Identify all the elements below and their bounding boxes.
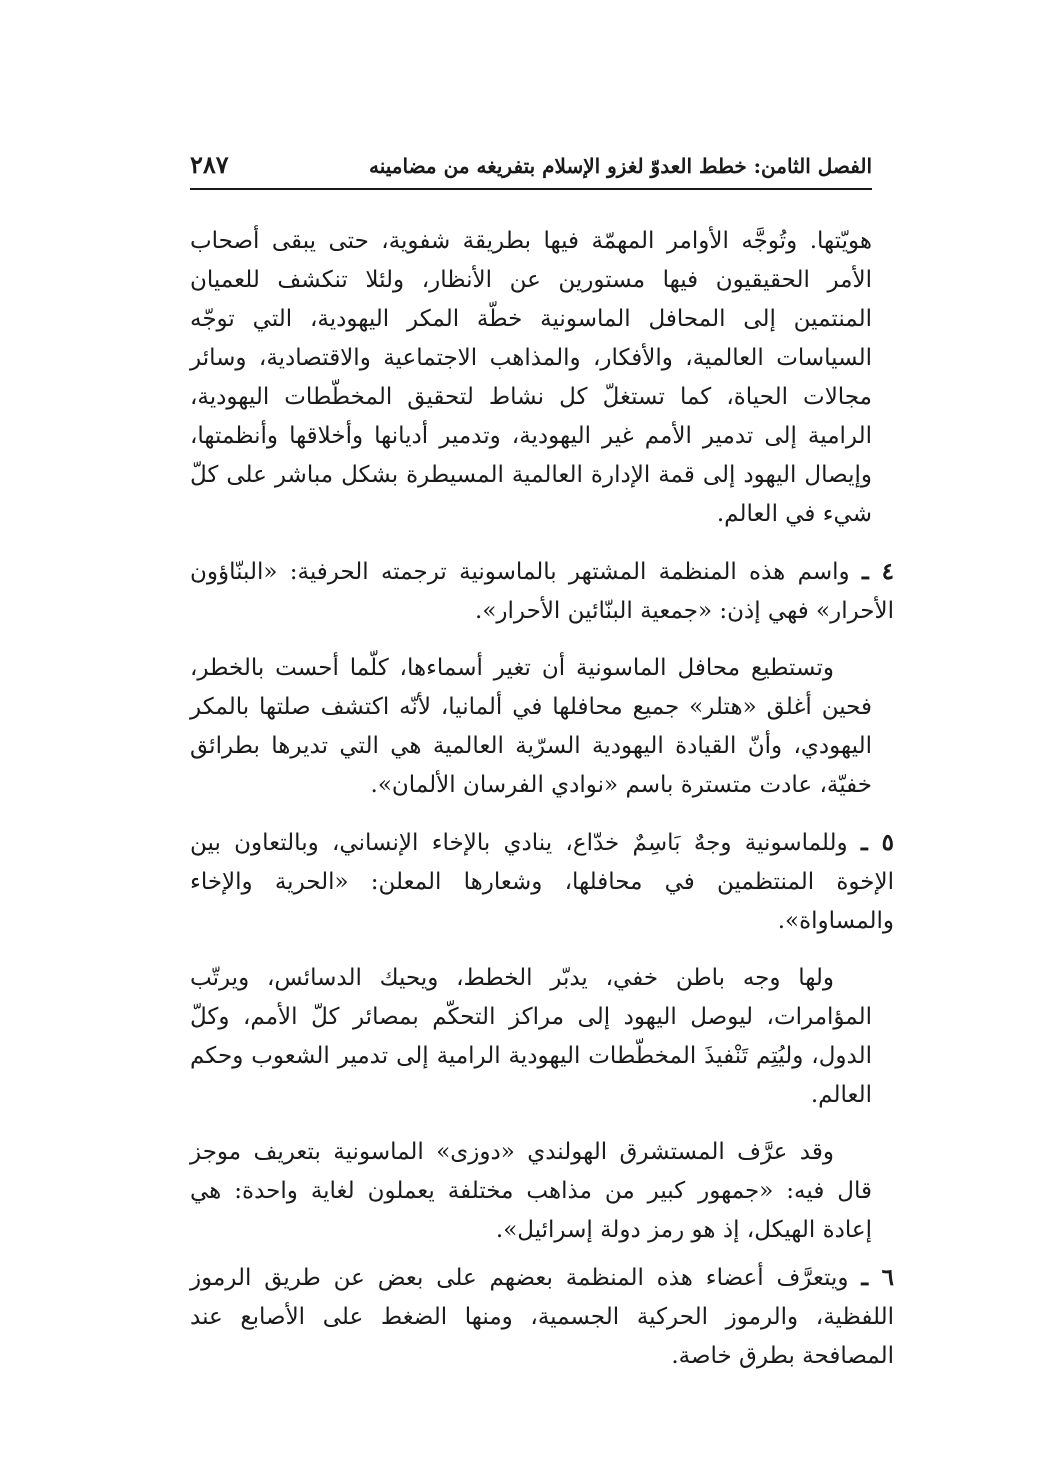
list-item-number: ٦ ـ bbox=[861, 1264, 894, 1291]
running-header bbox=[190, 148, 872, 190]
paragraph: وتستطيع محافل الماسونية أن تغير أسماءها، كلّما أحست بالخطر، فحين أغلق «هتلر» جميع محافلها في ألمانيا، لأنّه اكتشف صلتها بالمكر اليهودي، وأنّ القيادة اليهودية السرّية العالمية هي التي تديرها بطرائق خفيّة، عادت متسترة باسم «نوادي الفرسان الألمان». bbox=[190, 655, 872, 798]
list-item-5 bbox=[190, 823, 894, 941]
chapter-title: الفصل الثامن: خطط العدوّ لغزو الإسلام بتفريغه من مضامينه bbox=[368, 154, 872, 178]
list-item-text: ويتعرَّف أعضاء هذه المنظمة بعضهم على بعض عن طريق الرموز اللفظية، والرموز الحركية الجسمية، ومنها الضغط على الأصابع عند المصافحة بطرق خاصة. bbox=[190, 1265, 894, 1369]
list-item-number: ٤ ـ bbox=[861, 558, 895, 585]
list-item-6 bbox=[190, 1258, 894, 1376]
list-item-text: واسم هذه المنظمة المشتهر بالماسونية ترجمته الحرفية: «البنّاؤون الأحرار» فهي إذن: «جمعية البنّائين الأحرار». bbox=[190, 559, 894, 624]
list-item-4 bbox=[190, 552, 894, 631]
paragraph: وقد عرَّف المستشرق الهولندي «دوزى» الماسونية بتعريف موجز قال فيه: «جمهور كبير من مذاهب مختلفة يعملون لغاية واحدة: هي إعادة الهيكل، إذ هو رمز دولة إسرائيل». bbox=[190, 1139, 872, 1243]
paragraph: ولها وجه باطن خفي، يدبّر الخطط، ويحيك الدسائس، ويرتّب المؤامرات، ليوصل اليهود إلى مراكز التحكّم بمصائر كلّ الأمم، وكلّ الدول، وليُتِم تَنْفيذَ المخطّطات اليهودية الرامية إلى تدمير الشعوب وحكم العالم. bbox=[190, 965, 872, 1108]
list-item-text: وللماسونية وجهٌ بَاسِمٌ خدّاع، ينادي بالإخاء الإنساني، وبالتعاون بين الإخوة المنتظمين في محافلها، وشعارها المعلن: «الحرية والإخاء والمساواة». bbox=[190, 830, 894, 934]
page-body bbox=[190, 222, 895, 1394]
list-item-number: ٥ ـ bbox=[860, 829, 895, 856]
paragraph-continuation: هويّتها. وتُوجَّه الأوامر المهمّة فيها بطريقة شفوية، حتى يبقى أصحاب الأمر الحقيقيون فيها مستورين عن الأنظار، ولئلا تنكشف للعميان المنتمين إلى المحافل الماسونية خطّة المكر اليهودية، التي توجّه السياسات العالمية، والأفكار، والمذاهب الاجتماعية والاقتصادية، وسائر مجالات الحياة، كما تستغلّ كل نشاط لتحقيق المخطّطات اليهودية، الرامية إلى تدمير الأمم غير اليهودية، وتدمير أديانها وأخلاقها وأنظمتها، وإيصال اليهود إلى قمة الإدارة العالمية المسيطرة بشكل مباشر على كلّ شيء في العالم. bbox=[190, 228, 872, 527]
page-number: ٢٨٧ bbox=[190, 150, 229, 179]
